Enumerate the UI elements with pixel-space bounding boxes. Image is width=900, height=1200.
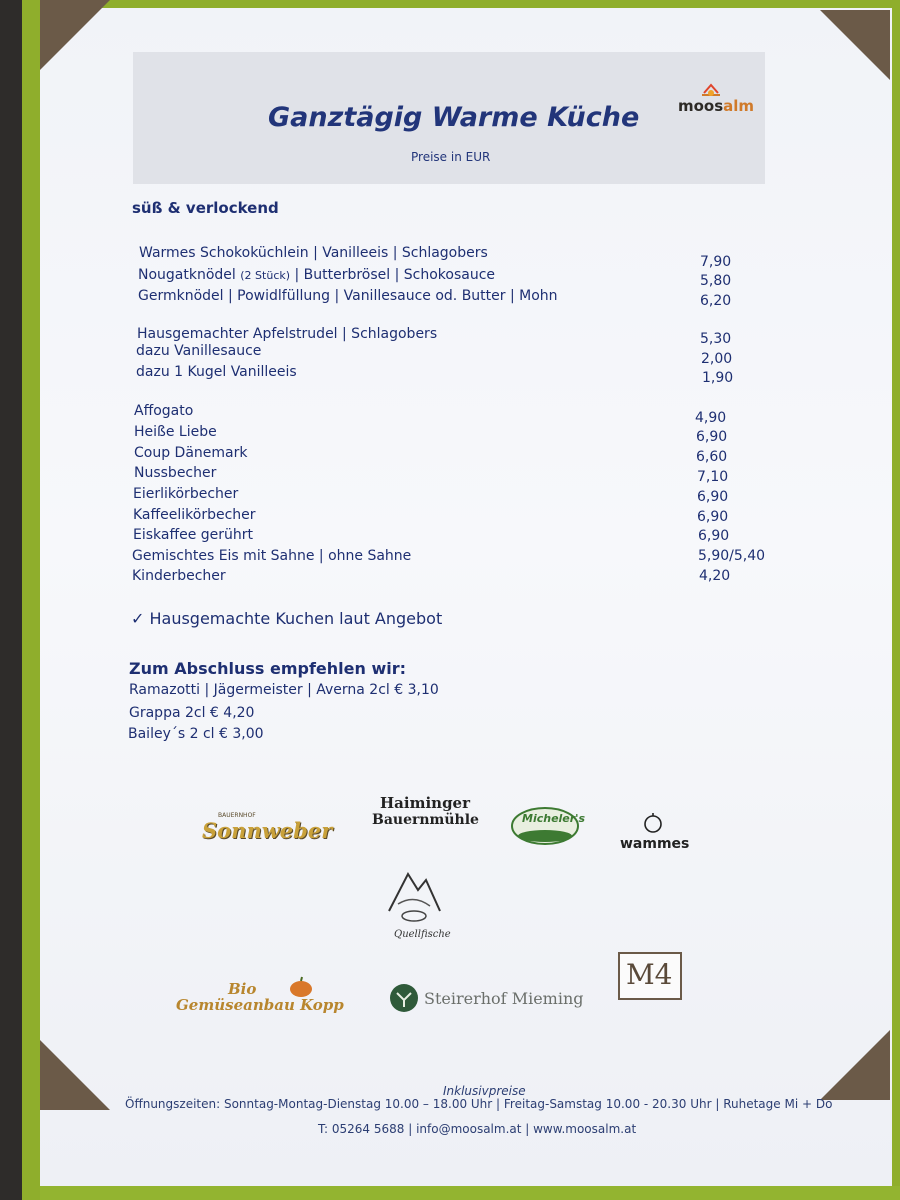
- menu-title: Ganztägig Warme Küche: [268, 102, 640, 133]
- recommend-heading: Zum Abschluss empfehlen wir:: [129, 659, 406, 678]
- pumpkin-icon: [288, 976, 314, 998]
- menu-item-price: 6,90: [698, 528, 730, 544]
- menu-item-price: 5,90/5,40: [698, 548, 766, 564]
- inclusive-prices-note: Inklusivpreise: [443, 1084, 526, 1098]
- menu-item: Warmes Schokoküchlein | Vanilleeis | Schlagobers: [139, 245, 488, 261]
- section-heading: süß & verlockend: [132, 199, 279, 217]
- michelers-wordmark: Micheler's: [522, 812, 586, 825]
- menu-item-price: 6,20: [700, 293, 732, 309]
- bio-wordmark: Bio: [228, 980, 257, 998]
- opening-hours: Öffnungszeiten: Sonntag-Montag-Dienstag 10.00 – 18.00 Uhr | Freitag-Samstag 10.00 - 20.30 Uhr | Ruhetage Mi + Do: [125, 1097, 833, 1111]
- menu-holder-spine: [0, 0, 22, 1200]
- michelers-logo: [510, 806, 586, 846]
- bio-gemuese-kopp-logo: [176, 974, 360, 1020]
- menu-item: Kaffeelikörbecher: [133, 507, 256, 523]
- haiminger-logo: [370, 794, 480, 834]
- logo-word-moos: moos: [678, 97, 724, 115]
- wammes-logo: [618, 812, 688, 860]
- menu-item-price: 4,90: [695, 410, 727, 426]
- menu-item: Affogato: [134, 403, 194, 419]
- menu-item-price: 5,80: [700, 273, 732, 289]
- menu-item-price: 5,30: [700, 331, 732, 347]
- menu-item-price: 1,90: [702, 370, 734, 386]
- menu-item: [138, 267, 495, 283]
- deer-icon: [388, 983, 420, 1013]
- menu-item-price: 7,10: [697, 469, 729, 485]
- contact-line: T: 05264 5688 | info@moosalm.at | www.moosalm.at: [318, 1122, 637, 1136]
- menu-item: Gemischtes Eis mit Sahne | ohne Sahne: [132, 548, 412, 564]
- recommend-line: Grappa 2cl € 4,20: [129, 705, 255, 721]
- steirerhof-wordmark: Steirerhof Mieming: [424, 989, 584, 1008]
- recommend-line: Bailey´s 2 cl € 3,00: [128, 726, 264, 742]
- corner-holder-bottom-right: [820, 1030, 890, 1100]
- quellfische-wordmark: Quellfische: [394, 929, 451, 940]
- menu-item: Hausgemachter Apfelstrudel | Schlagobers: [137, 326, 438, 342]
- logo-word-alm: alm: [723, 97, 755, 115]
- menu-item-price: 6,60: [696, 449, 728, 465]
- corner-holder-top-right: [820, 10, 890, 80]
- steirerhof-logo: [388, 983, 598, 1017]
- sun-icon: [700, 82, 722, 96]
- moosalm-logo: [676, 82, 768, 124]
- corner-holder-top-left: [40, 0, 110, 70]
- m4-wordmark: M4: [626, 958, 673, 991]
- menu-item-price: 2,00: [701, 351, 733, 367]
- menu-item-price: 6,90: [697, 489, 729, 505]
- menu-item: dazu 1 Kugel Vanilleeis: [136, 364, 297, 380]
- quellfische-logo: [384, 866, 451, 946]
- menu-item: Germknödel | Powidlfüllung | Vanillesauce od. Butter | Mohn: [138, 288, 558, 304]
- menu-item-price: 4,20: [699, 568, 731, 584]
- sonnweber-subline: BAUERNHOF: [218, 812, 256, 819]
- menu-item: Heiße Liebe: [134, 424, 217, 440]
- menu-item: Nussbecher: [134, 465, 217, 481]
- currency-note: Preise in EUR: [411, 150, 491, 164]
- menu-item: Eierlikörbecher: [133, 486, 239, 502]
- menu-item: dazu Vanillesauce: [136, 343, 262, 359]
- menu-item: Eiskaffee gerührt: [133, 527, 254, 543]
- recommend-line: Ramazotti | Jägermeister | Averna 2cl € 3,10: [129, 682, 439, 698]
- menu-item-price: 6,90: [697, 509, 729, 525]
- homemade-cakes-note: ✓ Hausgemachte Kuchen laut Angebot: [131, 609, 443, 628]
- menu-holder-bottom-edge: [40, 1186, 900, 1200]
- menu-item: Kinderbecher: [132, 568, 226, 584]
- sonnweber-logo: [200, 812, 333, 862]
- apple-icon: [643, 812, 663, 834]
- mountain-fish-icon: [384, 866, 444, 928]
- corner-holder-bottom-left: [40, 1040, 110, 1110]
- menu-item-price: 7,90: [700, 254, 732, 270]
- menu-item-price: 6,90: [696, 429, 728, 445]
- menu-item: Coup Dänemark: [134, 445, 248, 461]
- gemuese-wordmark: Gemüseanbau Kopp: [176, 996, 344, 1014]
- wammes-wordmark: wammes: [620, 836, 690, 852]
- menu-item-label: Nougatknödel: [138, 267, 241, 283]
- menu-item-label-rest: | Butterbrösel | Schokosauce: [290, 267, 496, 283]
- m4-logo: [618, 952, 682, 1000]
- menu-item-note: (2 Stück): [240, 269, 291, 282]
- haiminger-line-2: Bauernmühle: [372, 812, 479, 828]
- haiminger-line-1: Haiminger: [380, 794, 470, 812]
- sonnweber-wordmark: Sonnweber: [202, 818, 333, 843]
